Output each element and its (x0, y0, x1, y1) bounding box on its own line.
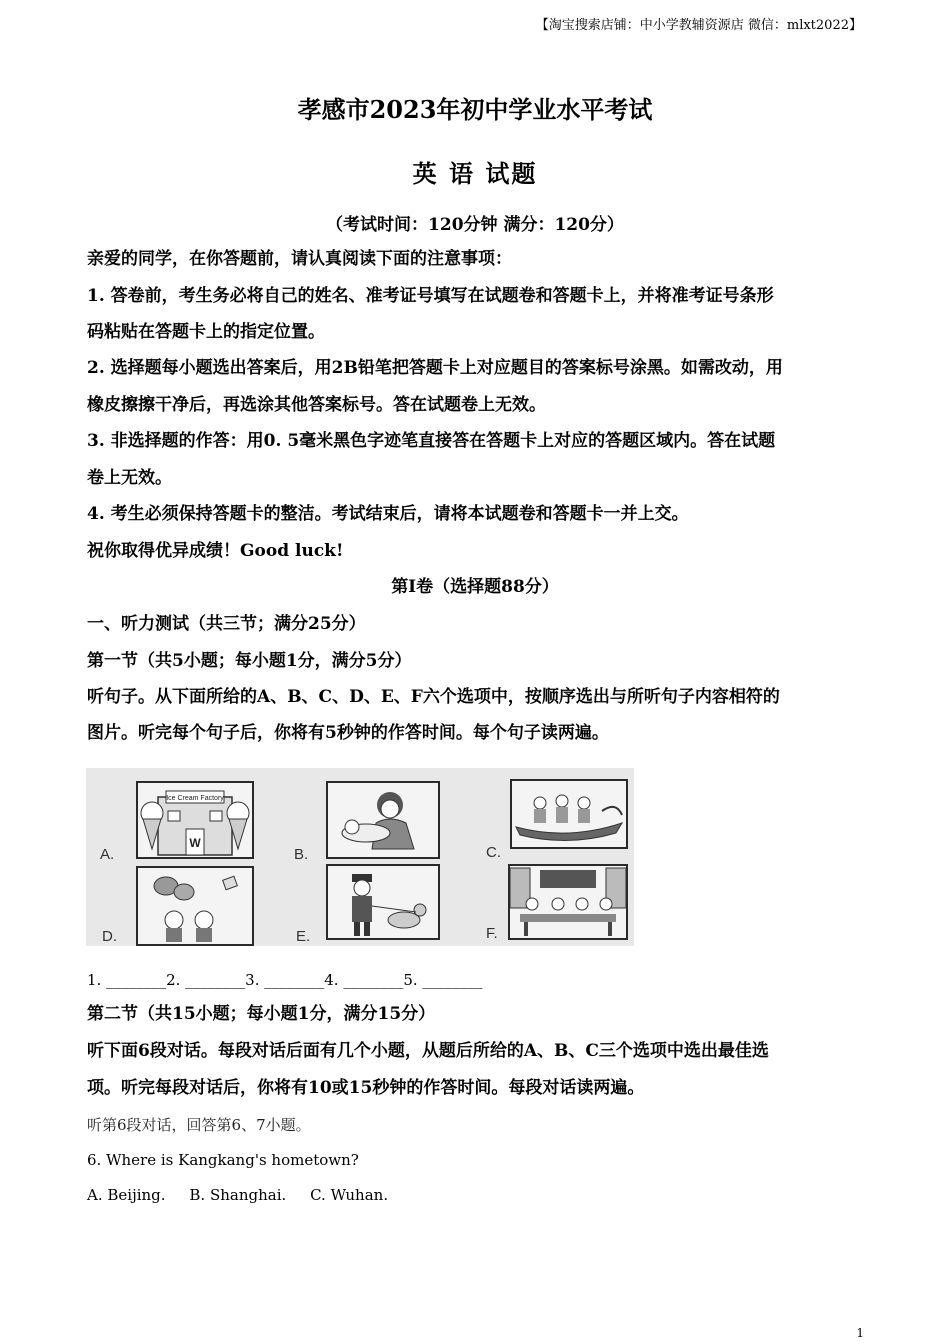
notice-line: 卷上无效。 (87, 468, 172, 488)
section1-instruction: 图片。听完每个句子后，你将有5秒钟的作答时间。每个句子读两遍。 (87, 723, 609, 743)
option-label-f: F. (486, 925, 498, 942)
section1-title: 第一节（共5小题；每小题1分，满分5分） (87, 651, 412, 671)
notice-line: 2. 选择题每小题选出答案后，用2B铅笔把答题卡上对应题目的答案标号涂黑。如需改动，用 (87, 358, 783, 378)
option-label-e: E. (296, 928, 311, 945)
exam-info: （考试时间：120分钟 满分：120分） (326, 215, 624, 235)
subject-title: 英 语 试题 (412, 159, 538, 188)
option-label-a: A. (100, 846, 115, 863)
dragon-boat-illustration (512, 781, 626, 847)
option-c: C. Wuhan. (310, 1186, 389, 1204)
option-label-d: D. (102, 928, 117, 945)
picture-d (136, 866, 254, 946)
section2-title: 第二节（共15小题；每小题1分，满分15分） (87, 1004, 436, 1024)
option-b: B. Shanghai. (189, 1186, 287, 1204)
page-number: 1 (856, 1326, 864, 1340)
good-luck: 祝你取得优异成绩！Good luck! (87, 541, 344, 561)
picture-e (326, 864, 440, 940)
volume-title: 第Ⅰ卷（选择题88分） (391, 577, 559, 597)
option-a: A. Beijing. (87, 1186, 166, 1204)
notice-line: 4. 考生必须保持答题卡的整洁。考试结束后，请将本试题卷和答题卡一并上交。 (87, 504, 689, 524)
ice-cream-factory-illustration (138, 783, 252, 857)
section2-instruction: 听下面6段对话。每段对话后面有几个小题，从题后所给的A、B、C三个选项中选出最佳选 (87, 1041, 769, 1061)
picture-a (136, 781, 254, 859)
notice-intro: 亲爱的同学，在你答题前，请认真阅读下面的注意事项： (87, 249, 512, 269)
caring-mother-illustration (328, 783, 438, 857)
picture-b (326, 781, 440, 859)
exam-title: 孝感市2023年初中学业水平考试 (297, 95, 653, 124)
picture-c (510, 779, 628, 849)
option-label-c: C. (486, 844, 501, 861)
question-6-options (87, 1184, 863, 1206)
notice-line: 3. 非选择题的作答：用0. 5毫米黑色字迹笔直接答在答题卡上对应的答题区域内。答在试题 (87, 431, 776, 451)
mooncake-children-illustration (138, 868, 252, 944)
shop-letter: W (189, 836, 201, 850)
picture-f (508, 864, 628, 940)
dialog6-note: 听第6段对话，回答第6、7小题。 (87, 1116, 311, 1134)
listening-pictures (86, 768, 634, 946)
notice-line: 码粘贴在答题卡上的指定位置。 (87, 322, 325, 342)
question-6: 6. Where is Kangkang's hometown? (87, 1151, 359, 1169)
header-note: 【淘宝搜索店铺：中小学教辅资源店 微信：mlxt2022】 (535, 18, 862, 33)
shop-sign: Ice Cream Factory (166, 795, 224, 802)
answer-blanks: 1. ________2. ________3. ________4. ________5. ________ (87, 971, 483, 989)
notice-line: 1. 答卷前，考生务必将自己的姓名、准考证号填写在试题卷和答题卡上，并将准考证号条形 (87, 286, 774, 306)
part1-title: 一、听力测试（共三节；满分25分） (87, 614, 366, 634)
police-dog-illustration (328, 866, 438, 938)
section1-instruction: 听句子。从下面所给的A、B、C、D、E、F六个选项中，按顺序选出与所听句子内容相符的 (87, 687, 780, 707)
classroom-illustration (510, 866, 626, 938)
option-label-b: B. (294, 846, 309, 863)
notice-line: 橡皮擦擦干净后，再选涂其他答案标号。答在试题卷上无效。 (87, 395, 546, 415)
section2-instruction: 项。听完每段对话后，你将有10或15秒钟的作答时间。每段对话读两遍。 (87, 1078, 645, 1098)
